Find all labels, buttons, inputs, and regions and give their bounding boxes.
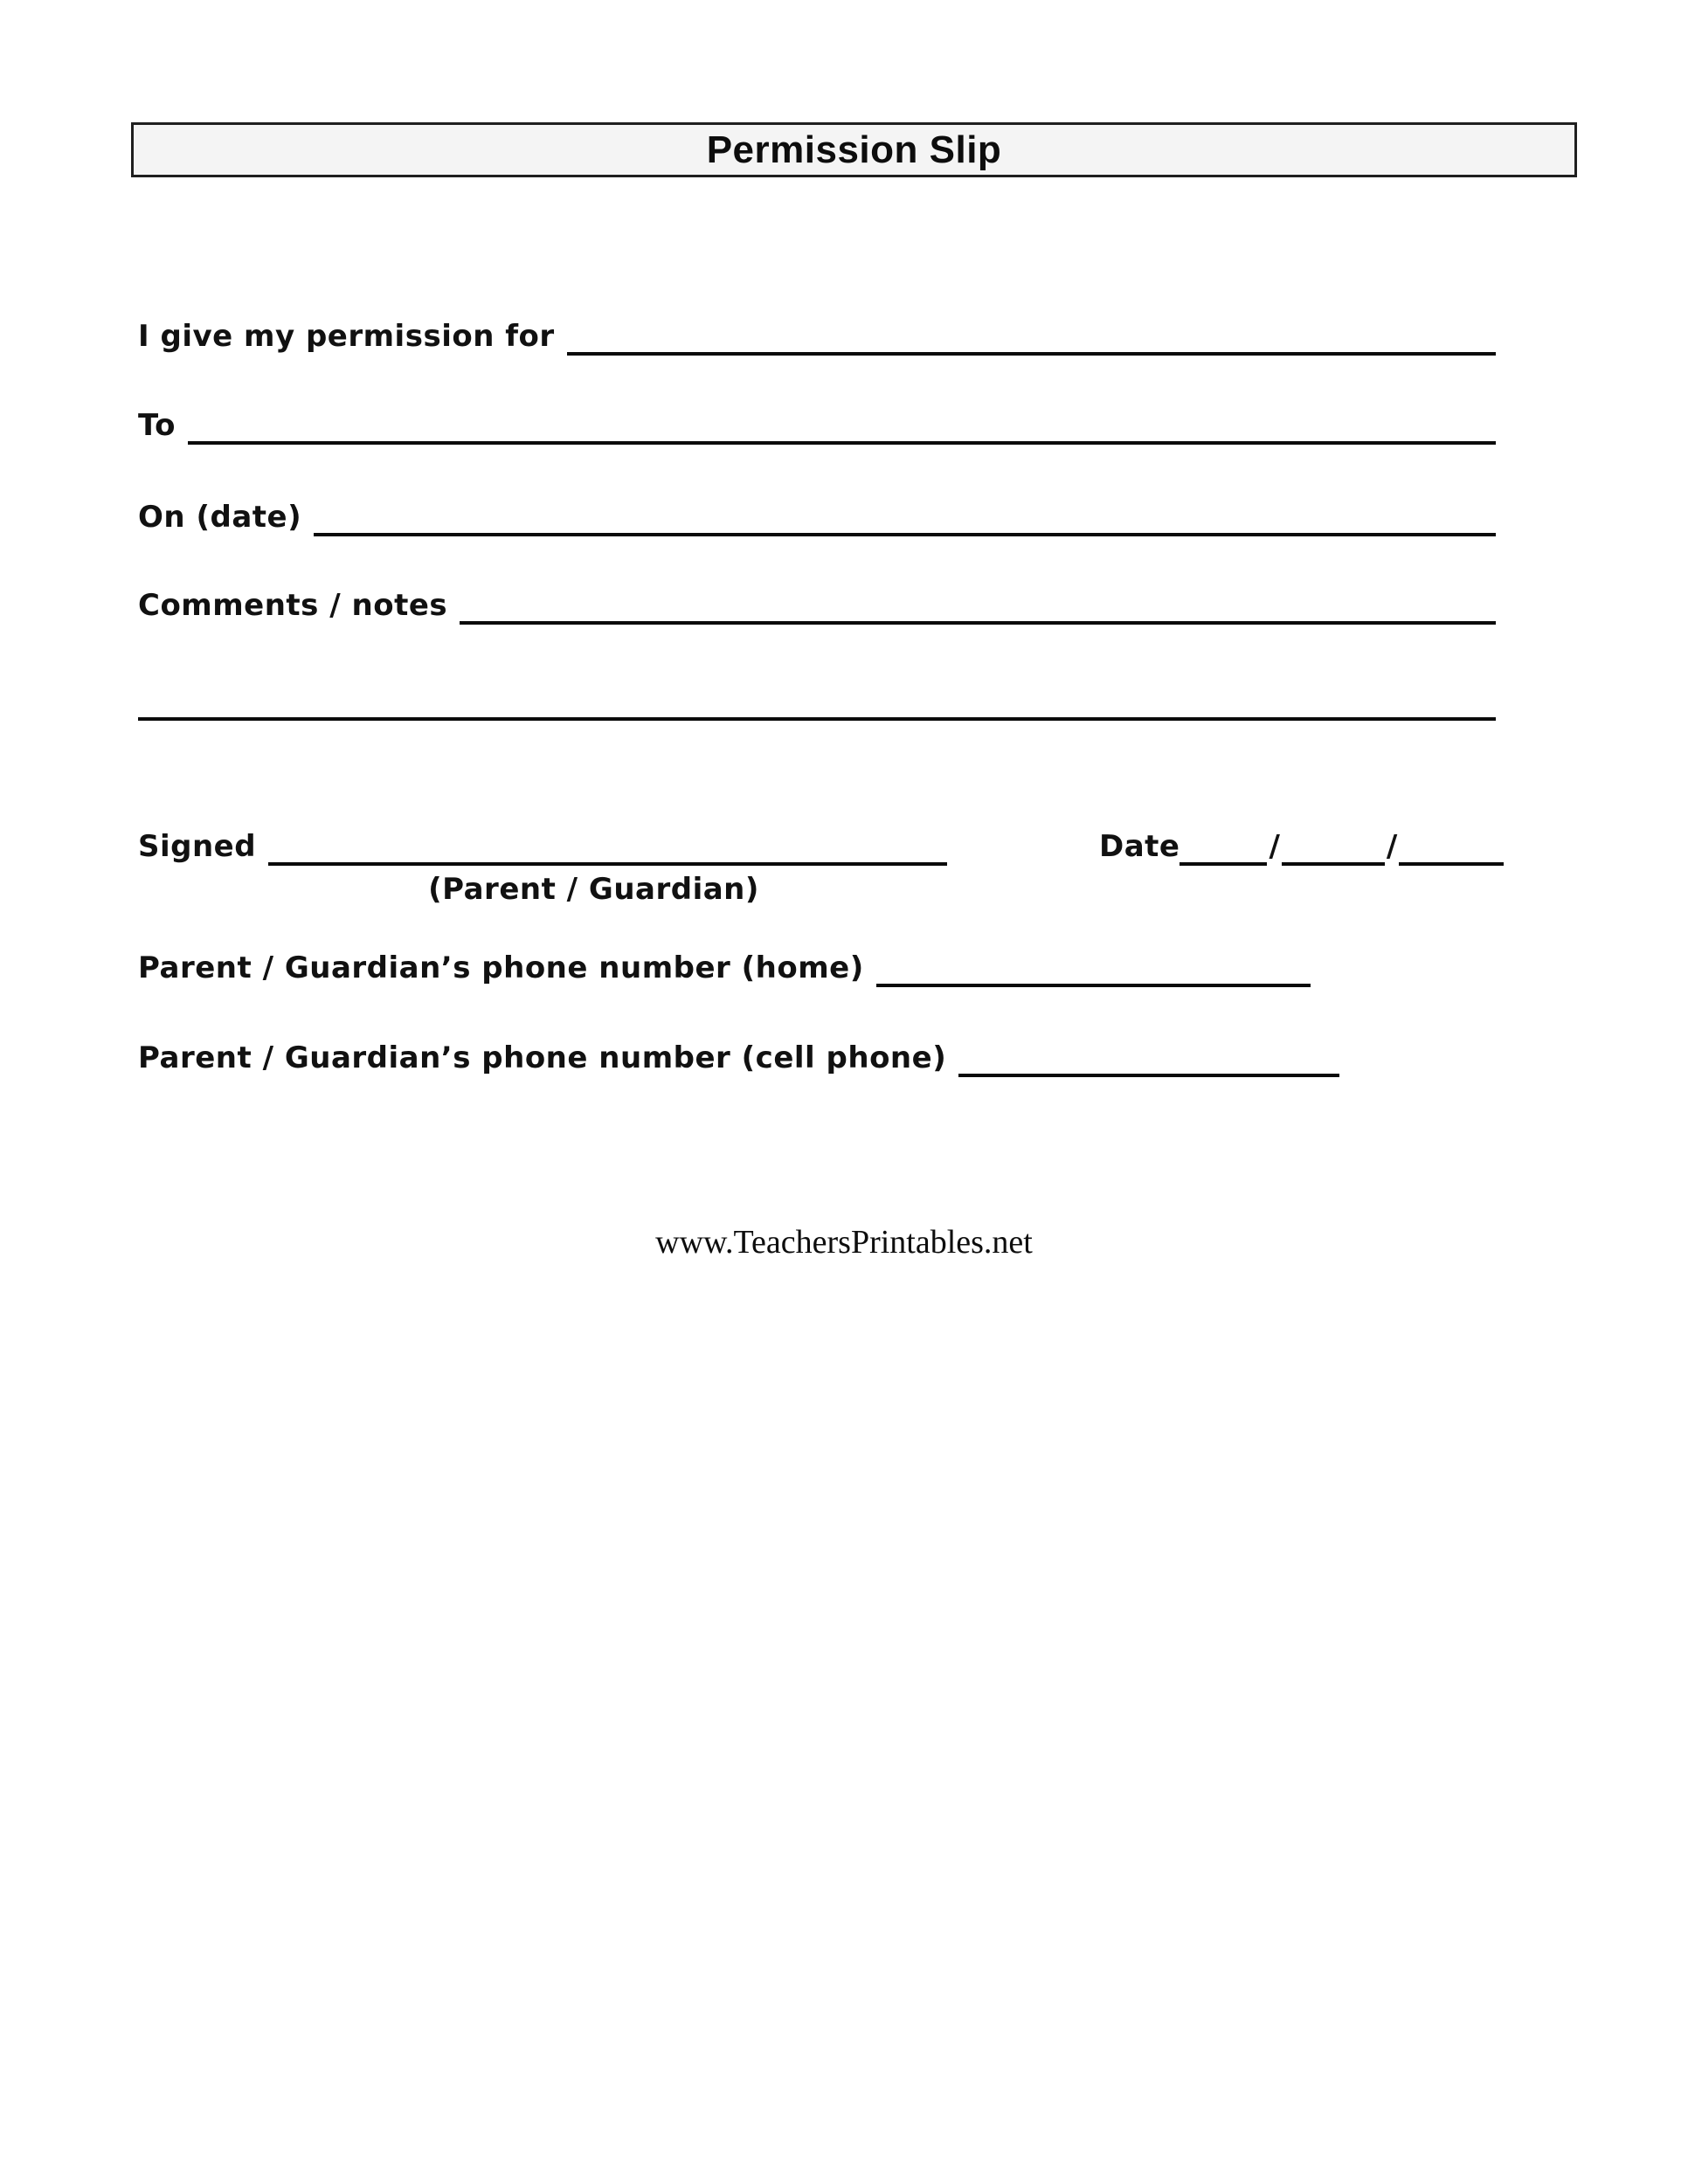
on-date-row [138, 491, 1496, 536]
date-separator: / [1269, 829, 1280, 864]
signed-row [138, 820, 947, 866]
comments-continuation-input[interactable] [138, 717, 1496, 721]
on-date-input[interactable] [314, 487, 1496, 536]
signed-label: Signed [138, 829, 257, 864]
date-month-input[interactable] [1180, 817, 1267, 866]
website-link: www.TeachersPrintables.net [655, 1224, 1033, 1261]
phone-cell-label: Parent / Guardian’s phone number (cell phone) [138, 1040, 947, 1075]
parent-guardian-caption: (Parent / Guardian) [428, 872, 759, 907]
phone-cell-input[interactable] [958, 1028, 1339, 1077]
comments-label: Comments / notes [138, 588, 448, 623]
phone-home-input[interactable] [876, 938, 1311, 987]
to-label: To [138, 408, 176, 443]
page-title: Permission Slip [706, 128, 1002, 171]
signed-input[interactable] [268, 817, 947, 866]
comments-row [138, 579, 1496, 625]
to-input[interactable] [188, 396, 1496, 445]
date-separator: / [1386, 829, 1398, 864]
permission-for-label: I give my permission for [138, 319, 555, 354]
to-row [138, 399, 1496, 445]
permission-for-input[interactable] [567, 307, 1496, 356]
date-label: Date [1099, 829, 1180, 864]
title-banner [131, 122, 1577, 177]
comments-input[interactable] [460, 576, 1496, 625]
phone-home-row [138, 942, 1311, 987]
date-year-input[interactable] [1399, 817, 1504, 866]
phone-cell-row [138, 1032, 1339, 1077]
permission-for-row [138, 310, 1496, 356]
on-date-label: On (date) [138, 500, 302, 535]
phone-home-label: Parent / Guardian’s phone number (home) [138, 950, 864, 985]
date-day-input[interactable] [1282, 817, 1385, 866]
date-group [1099, 820, 1504, 866]
